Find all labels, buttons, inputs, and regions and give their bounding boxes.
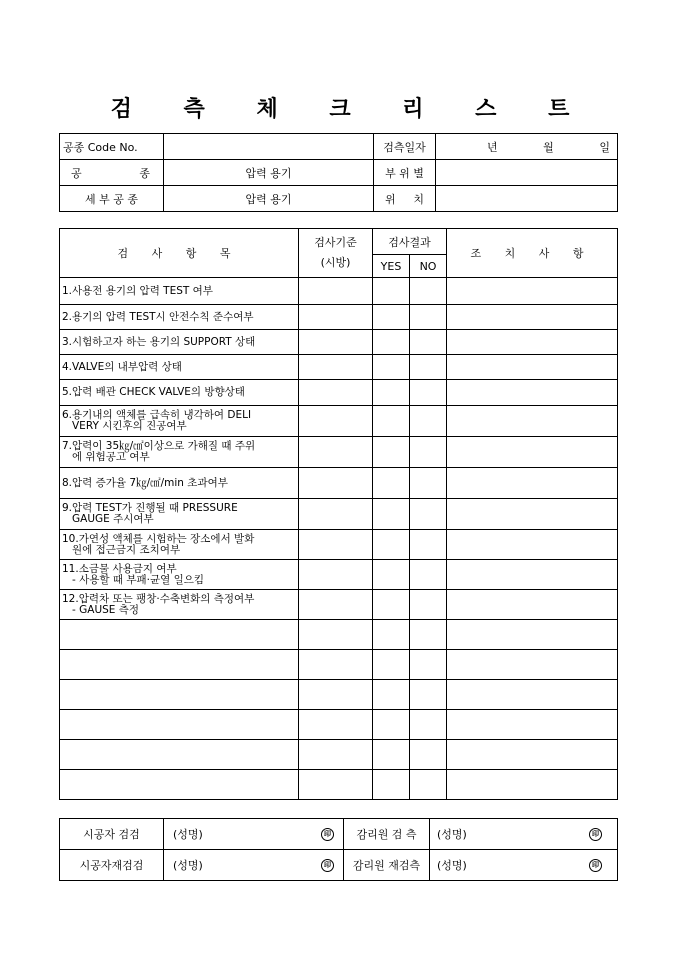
location-part-label: 부 위 별 bbox=[374, 160, 436, 186]
checklist-item-line: 에 위험공고 여부 bbox=[72, 451, 150, 463]
no-header: NO bbox=[410, 255, 447, 278]
yes-checkbox-cell[interactable] bbox=[373, 278, 410, 305]
supervisor-re-name-label: (성명) bbox=[437, 859, 467, 872]
standard-header-sub: (시방) bbox=[320, 256, 351, 269]
inspection-date-field[interactable] bbox=[436, 134, 618, 160]
yes-checkbox-cell[interactable] bbox=[373, 710, 410, 740]
no-checkbox-cell[interactable] bbox=[410, 278, 447, 305]
checklist-item-line: 12.압력차 또는 팽창·수축변화의 측정여부 bbox=[62, 592, 255, 605]
standard-cell[interactable] bbox=[299, 380, 373, 406]
checklist-row bbox=[60, 437, 618, 468]
checklist-row bbox=[60, 355, 618, 380]
standard-cell[interactable] bbox=[299, 680, 373, 710]
action-cell[interactable] bbox=[447, 680, 618, 710]
standard-cell[interactable] bbox=[299, 499, 373, 530]
standard-cell[interactable] bbox=[299, 740, 373, 770]
no-checkbox-cell[interactable] bbox=[410, 330, 447, 355]
action-cell[interactable] bbox=[447, 650, 618, 680]
standard-header-label: 검사기준 bbox=[314, 236, 357, 249]
action-cell[interactable] bbox=[447, 530, 618, 560]
checklist-item-line: 4.VALVE의 내부압력 상태 bbox=[62, 360, 182, 373]
checklist-item-text bbox=[60, 406, 299, 437]
checklist-item-line: 1.사용전 용기의 압력 TEST 여부 bbox=[62, 284, 213, 297]
standard-cell[interactable] bbox=[299, 530, 373, 560]
action-cell[interactable] bbox=[447, 305, 618, 330]
contractor-reinspection-label: 시공자재검검 bbox=[60, 850, 164, 881]
info-row-code bbox=[60, 134, 618, 160]
seal-icon: 印 bbox=[321, 828, 334, 841]
yes-checkbox-cell[interactable] bbox=[373, 305, 410, 330]
no-checkbox-cell[interactable] bbox=[410, 437, 447, 468]
action-cell[interactable] bbox=[447, 330, 618, 355]
standard-cell[interactable] bbox=[299, 650, 373, 680]
checklist-item-text bbox=[60, 468, 299, 499]
no-checkbox-cell[interactable] bbox=[410, 560, 447, 590]
date-day-label: 일 bbox=[599, 140, 610, 154]
yes-header: YES bbox=[373, 255, 410, 278]
standard-cell[interactable] bbox=[299, 305, 373, 330]
yes-checkbox-cell[interactable] bbox=[373, 650, 410, 680]
checklist-item-line: 7.압력이 35㎏/㎠이상으로 가해질 때 주위 bbox=[62, 440, 256, 452]
supervisor-re-signature-field[interactable] bbox=[430, 850, 618, 881]
yes-checkbox-cell[interactable] bbox=[373, 590, 410, 620]
action-cell[interactable] bbox=[447, 380, 618, 406]
checklist-table bbox=[59, 228, 618, 800]
work-type-value[interactable]: 압력 용기 bbox=[164, 160, 374, 186]
checklist-row bbox=[60, 530, 618, 560]
checklist-row bbox=[60, 560, 618, 590]
yes-checkbox-cell[interactable] bbox=[373, 406, 410, 437]
standard-cell[interactable] bbox=[299, 710, 373, 740]
action-cell[interactable] bbox=[447, 770, 618, 800]
standard-cell[interactable] bbox=[299, 406, 373, 437]
code-label: 공종 Code No. bbox=[60, 134, 164, 160]
checklist-row bbox=[60, 468, 618, 499]
no-checkbox-cell[interactable] bbox=[410, 355, 447, 380]
no-checkbox-cell[interactable] bbox=[410, 406, 447, 437]
checklist-row bbox=[60, 499, 618, 530]
yes-checkbox-cell[interactable] bbox=[373, 330, 410, 355]
checklist-item-text bbox=[60, 437, 299, 468]
yes-checkbox-cell[interactable] bbox=[373, 620, 410, 650]
no-checkbox-cell[interactable] bbox=[410, 710, 447, 740]
checklist-item-line: 원에 접근금지 조치여부 bbox=[72, 543, 181, 556]
standard-cell[interactable] bbox=[299, 278, 373, 305]
action-cell[interactable] bbox=[447, 437, 618, 468]
checklist-item-text bbox=[60, 710, 299, 740]
supervisor-signature-field[interactable] bbox=[430, 819, 618, 850]
yes-checkbox-cell[interactable] bbox=[373, 499, 410, 530]
signature-row-second bbox=[60, 850, 618, 881]
checklist-item-line: 6.용기내의 액체를 급속히 냉각하여 DELI bbox=[62, 409, 252, 421]
no-checkbox-cell[interactable] bbox=[410, 620, 447, 650]
sub-work-type-label: 세 부 공 종 bbox=[60, 186, 164, 212]
action-cell[interactable] bbox=[447, 406, 618, 437]
seal-icon: 印 bbox=[321, 859, 334, 872]
action-cell[interactable] bbox=[447, 710, 618, 740]
yes-checkbox-cell[interactable] bbox=[373, 530, 410, 560]
action-cell[interactable] bbox=[447, 560, 618, 590]
checklist-row bbox=[60, 740, 618, 770]
no-checkbox-cell[interactable] bbox=[410, 380, 447, 406]
document-title: 검 측 체 크 리 스 트 bbox=[110, 96, 592, 122]
sub-work-type-value[interactable]: 압력 용기 bbox=[164, 186, 374, 212]
checklist-row bbox=[60, 305, 618, 330]
checklist-row bbox=[60, 650, 618, 680]
standard-cell[interactable] bbox=[299, 468, 373, 499]
checklist-item-text bbox=[60, 380, 299, 406]
checklist-item-text bbox=[60, 560, 299, 590]
yes-checkbox-cell[interactable] bbox=[373, 468, 410, 499]
standard-cell[interactable] bbox=[299, 437, 373, 468]
checklist-item-line: 9.압력 TEST가 진행될 때 PRESSURE bbox=[62, 502, 238, 514]
contractor-re-signature-field[interactable] bbox=[164, 850, 344, 881]
checklist-item-line: 5.압력 배관 CHECK VALVE의 방향상태 bbox=[62, 386, 245, 398]
standard-cell[interactable] bbox=[299, 590, 373, 620]
yes-checkbox-cell[interactable] bbox=[373, 740, 410, 770]
position-label: 위 치 bbox=[374, 186, 436, 212]
action-cell[interactable] bbox=[447, 499, 618, 530]
checklist-row bbox=[60, 380, 618, 406]
no-checkbox-cell[interactable] bbox=[410, 650, 447, 680]
checklist-item-text bbox=[60, 770, 299, 800]
yes-checkbox-cell[interactable] bbox=[373, 560, 410, 590]
checklist-row bbox=[60, 278, 618, 305]
no-checkbox-cell[interactable] bbox=[410, 680, 447, 710]
checklist-row bbox=[60, 770, 618, 800]
supervisor-reinspection-label: 감리원 재검측 bbox=[344, 850, 430, 881]
standard-cell[interactable] bbox=[299, 620, 373, 650]
date-year-label: 년 bbox=[487, 140, 498, 154]
result-header: 검사결과 bbox=[373, 229, 447, 255]
location-part-field[interactable] bbox=[436, 160, 618, 186]
checklist-item-text bbox=[60, 278, 299, 305]
seal-icon: 印 bbox=[589, 859, 602, 872]
checklist-item-text bbox=[60, 499, 299, 530]
standard-cell[interactable] bbox=[299, 560, 373, 590]
checklist-row bbox=[60, 406, 618, 437]
supervisor-inspection-label: 감리원 검 측 bbox=[344, 819, 430, 850]
yes-checkbox-cell[interactable] bbox=[373, 380, 410, 406]
no-checkbox-cell[interactable] bbox=[410, 530, 447, 560]
checklist-item-text bbox=[60, 530, 299, 560]
standard-cell[interactable] bbox=[299, 770, 373, 800]
action-cell[interactable] bbox=[447, 355, 618, 380]
code-value-field[interactable] bbox=[164, 134, 374, 160]
standard-cell[interactable] bbox=[299, 355, 373, 380]
checklist-item-text bbox=[60, 305, 299, 330]
checklist-item-text bbox=[60, 620, 299, 650]
checklist-item-line: 10.가연성 액체를 시험하는 장소에서 발화 bbox=[62, 532, 255, 545]
checklist-item-line: 2.용기의 압력 TEST시 안전수칙 준수여부 bbox=[62, 310, 254, 323]
yes-checkbox-cell[interactable] bbox=[373, 770, 410, 800]
signature-table bbox=[59, 818, 618, 881]
checklist-item-line: VERY 시킨후의 진공여부 bbox=[72, 420, 187, 432]
inspection-date-label: 검측일자 bbox=[374, 134, 436, 160]
contractor-signature-field[interactable] bbox=[164, 819, 344, 850]
no-checkbox-cell[interactable] bbox=[410, 590, 447, 620]
checklist-item-line: 8.압력 증가율 7㎏/㎠/min 초과여부 bbox=[62, 476, 228, 489]
checklist-item-line: - 사용할 때 부패·균열 일으킴 bbox=[72, 573, 205, 586]
action-cell[interactable] bbox=[447, 620, 618, 650]
checklist-item-text bbox=[60, 330, 299, 355]
position-field[interactable] bbox=[436, 186, 618, 212]
info-row-work-type bbox=[60, 160, 618, 186]
no-checkbox-cell[interactable] bbox=[410, 770, 447, 800]
checklist-item-text bbox=[60, 355, 299, 380]
checklist-row bbox=[60, 620, 618, 650]
info-row-sub-work-type bbox=[60, 186, 618, 212]
checklist-item-line: GAUGE 주시여부 bbox=[72, 513, 154, 525]
checklist-item-line: 3.시험하고자 하는 용기의 SUPPORT 상태 bbox=[62, 335, 256, 348]
yes-checkbox-cell[interactable] bbox=[373, 437, 410, 468]
action-cell[interactable] bbox=[447, 740, 618, 770]
supervisor-name-label: (성명) bbox=[437, 828, 467, 841]
checklist-item-line: 11.소금물 사용금지 여부 bbox=[62, 562, 177, 575]
no-checkbox-cell[interactable] bbox=[410, 740, 447, 770]
checklist-header-row bbox=[60, 229, 618, 255]
date-month-label: 월 bbox=[543, 140, 554, 154]
checklist-item-line: - GAUSE 측정 bbox=[72, 603, 140, 616]
checklist-item-text bbox=[60, 650, 299, 680]
contractor-name-label: (성명) bbox=[173, 828, 203, 841]
checklist-row bbox=[60, 590, 618, 620]
action-cell[interactable] bbox=[447, 590, 618, 620]
action-cell[interactable] bbox=[447, 468, 618, 499]
info-table bbox=[59, 133, 618, 212]
signature-row-first bbox=[60, 819, 618, 850]
work-type-label: 공 종 bbox=[60, 160, 164, 186]
no-checkbox-cell[interactable] bbox=[410, 468, 447, 499]
contractor-re-name-label: (성명) bbox=[173, 859, 203, 872]
no-checkbox-cell[interactable] bbox=[410, 305, 447, 330]
yes-checkbox-cell[interactable] bbox=[373, 680, 410, 710]
checklist-row bbox=[60, 710, 618, 740]
seal-icon: 印 bbox=[589, 828, 602, 841]
standard-cell[interactable] bbox=[299, 330, 373, 355]
checklist-row bbox=[60, 680, 618, 710]
checklist-item-text bbox=[60, 590, 299, 620]
inspection-item-header: 검 사 항 목 bbox=[60, 229, 299, 278]
checklist-item-text bbox=[60, 680, 299, 710]
checklist-item-text bbox=[60, 740, 299, 770]
standard-header bbox=[299, 229, 373, 278]
contractor-inspection-label: 시공자 검검 bbox=[60, 819, 164, 850]
action-header: 조 치 사 항 bbox=[447, 229, 618, 278]
checklist-row bbox=[60, 330, 618, 355]
yes-checkbox-cell[interactable] bbox=[373, 355, 410, 380]
action-cell[interactable] bbox=[447, 278, 618, 305]
no-checkbox-cell[interactable] bbox=[410, 499, 447, 530]
